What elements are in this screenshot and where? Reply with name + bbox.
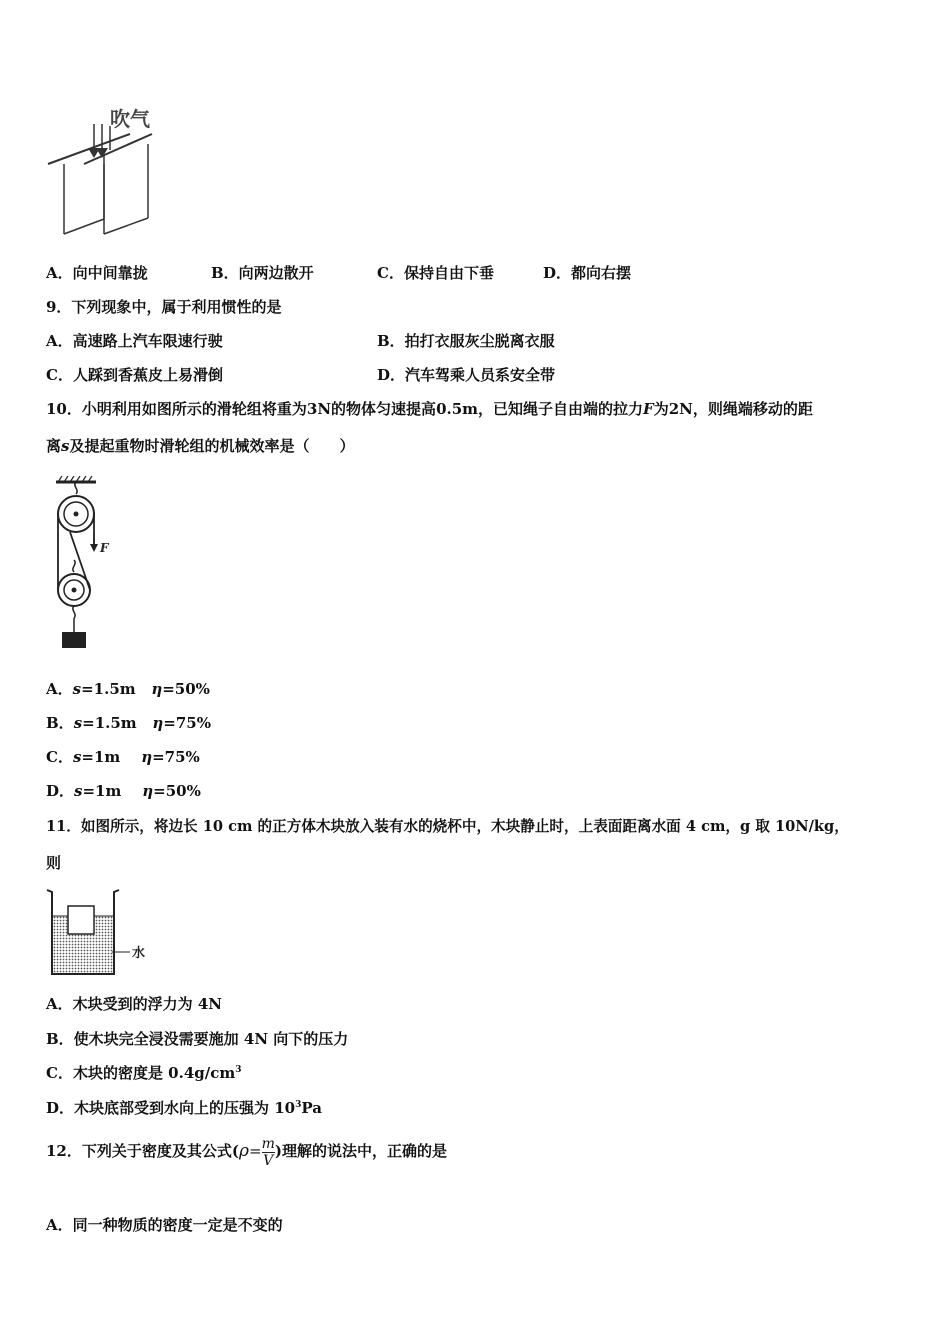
q10-stem-text: 10．小明利用如图所示的滑轮组将重为 [46, 400, 307, 418]
blow-label: 吹气 [110, 107, 150, 131]
q9-option-b[interactable]: B．拍打衣服灰尘脱离衣服 [377, 332, 555, 350]
q10-option-c[interactable]: C．s=1m η=75% [46, 748, 200, 766]
q10-stem-text: 的物体匀速提高 [331, 400, 437, 418]
q10-stem-line1 [46, 398, 813, 419]
q10-option-b[interactable]: B．s=1.5m η=75% [46, 714, 211, 732]
q10-figure-force-label: F [100, 541, 109, 555]
q12-option-a[interactable]: A．同一种物质的密度一定是不变的 [46, 1216, 283, 1234]
q12-stem: 12．下列关于密度及其公式(ρ= $\frac{m}{V}$ )理解的说法中，正确的是 [46, 1135, 447, 1169]
q10-stem-text: ，已知绳子自由端的拉力 [478, 400, 644, 418]
q9-option-a[interactable]: A．高速路上汽车限速行驶 [46, 332, 223, 350]
q10-stem-text: ，则绳端移动的距 [692, 400, 813, 418]
q9-stem: 9．下列现象中，属于利用惯性的是 [46, 298, 282, 316]
q9-option-d[interactable]: D．汽车驾乘人员系安全带 [377, 366, 556, 384]
pulley-system-figure [44, 476, 134, 656]
q11-option-b[interactable]: B．使木块完全浸没需要施加 4N 向下的压力 [46, 1030, 349, 1048]
q10-stem-text: 离 [46, 437, 62, 455]
q11-option-a[interactable]: A．木块受到的浮力为 4N [46, 995, 223, 1013]
q8-option-c[interactable]: C．保持自由下垂 [377, 264, 494, 282]
blowing-papers-figure [44, 104, 184, 239]
q10-option-d[interactable]: D．s=1m η=50% [46, 782, 201, 800]
q10-force-symbol: F [643, 400, 654, 418]
density-formula-fraction: $\frac{m}{V}$ [261, 1135, 275, 1169]
q10-weight: 3N [306, 400, 332, 418]
q10-distance-symbol: s [61, 437, 70, 455]
q8-option-b[interactable]: B．向两边散开 [211, 264, 314, 282]
q8-option-d[interactable]: D．都向右摆 [543, 264, 632, 282]
q10-stem-line2 [46, 435, 354, 456]
q8-options [46, 262, 631, 283]
q11-option-d[interactable]: D．木块底部受到水向上的压强为 $10^3Pa$ [46, 1099, 322, 1117]
q11-stem-line1: 11．如图所示，将边长 10 cm 的正方体木块放入装有水的烧杯中，木块静止时，上表面距离水面 4 cm，g 取 10N/kg， [46, 818, 849, 835]
q10-stem-text: 及提起重物时滑轮组的机械效率是（ ） [69, 437, 355, 455]
q10-force-value: 2N [668, 400, 693, 418]
q10-stem-text: 为 [653, 400, 669, 418]
q9-options-row1 [46, 330, 555, 351]
q11-water-label: 水 [132, 946, 146, 961]
q11-stem-line2: 则 [46, 854, 62, 872]
q10-option-a[interactable]: A．s=1.5m η=50% [46, 680, 210, 698]
q9-options-row2 [46, 364, 555, 385]
q8-option-a[interactable]: A．向中间靠拢 [46, 264, 148, 282]
beaker-figure [44, 886, 154, 978]
q11-option-c[interactable]: C．木块的密度是 $0.4g/cm^3$ [46, 1064, 242, 1082]
q9-option-c[interactable]: C．人踩到香蕉皮上易滑倒 [46, 366, 223, 384]
q10-height: 0.5m [436, 400, 479, 418]
rho-symbol: ρ [238, 1141, 249, 1161]
